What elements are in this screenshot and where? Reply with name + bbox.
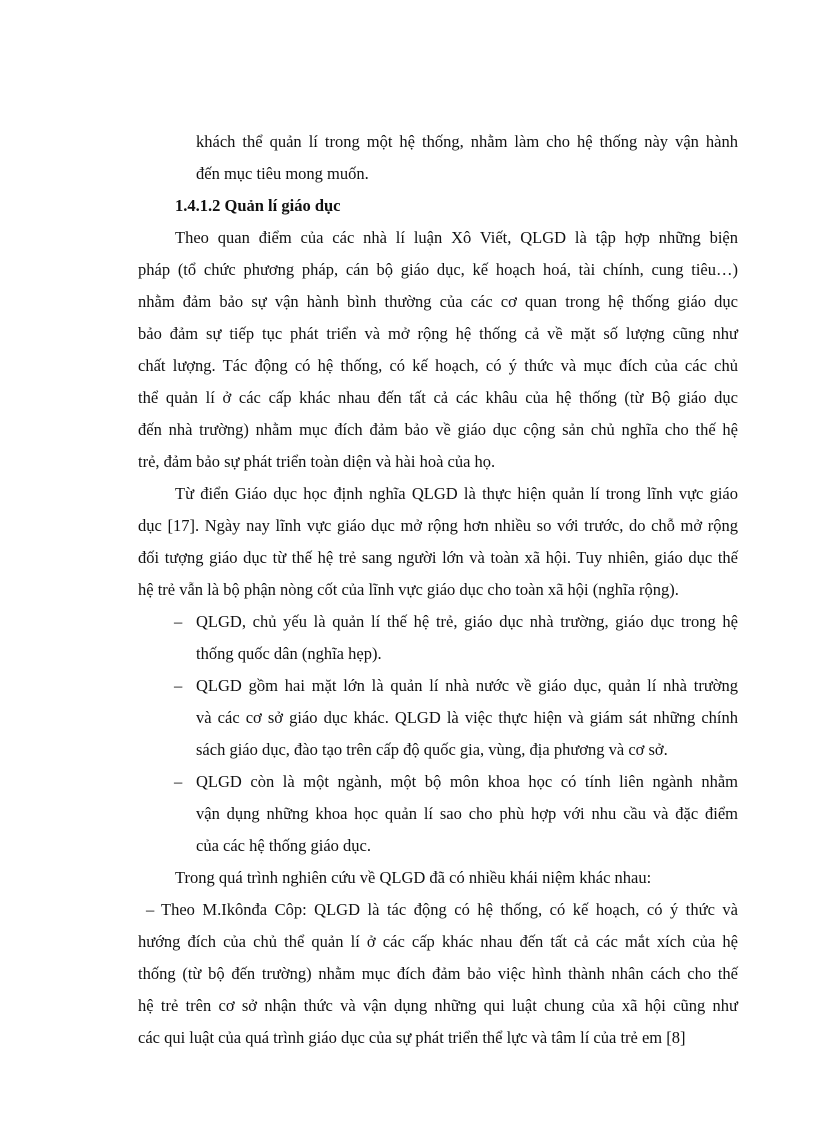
bullet-dash: –	[174, 676, 183, 695]
text-line: hệ trẻ vẫn là bộ phận nòng cốt của lĩnh vực giáo dục cho toàn xã hội (nghĩa rộng).	[138, 580, 679, 599]
text-line: bảo đảm sự tiếp tục phát triển và mở rộng hệ thống cả về mặt số lượng cũng như	[138, 324, 738, 343]
text-line: trẻ, đảm bảo sự phát triển toàn diện và hài hoà của họ.	[138, 452, 496, 471]
text-line: dục [17]. Ngày nay lĩnh vực giáo dục mở rộng hơn nhiều so với trước, do chỗ mở rộng	[138, 516, 738, 535]
text-line: chất lượng. Tác động có hệ thống, có kế hoạch, có ý thức và mục đích của các chủ	[138, 356, 738, 375]
section-heading: 1.4.1.2 Quản lí giáo dục	[175, 196, 341, 215]
text-line: các qui luật của quá trình giáo dục của sự phát triển thể lực và tâm lí của trẻ em [8]	[138, 1028, 686, 1047]
text-line: Trong quá trình nghiên cứu về QLGD đã có nhiều khái niệm khác nhau:	[175, 868, 652, 887]
text-line: đến nhà trường) nhằm mục đích đảm bảo về giáo dục cộng sản chủ nghĩa cho thế hệ	[138, 420, 738, 439]
list-item-text: vận dụng những khoa học quản lí sao cho phù hợp với nhu cầu và đặc điểm	[196, 804, 738, 823]
list-item-text: QLGD gồm hai mặt lớn là quản lí nhà nước về giáo dục, quản lí nhà trường	[196, 676, 738, 695]
text-line: pháp (tổ chức phương pháp, cán bộ giáo dục, kế hoạch hoá, tài chính, cung tiêu…)	[138, 260, 738, 279]
text-line: đến mục tiêu mong muốn.	[196, 164, 369, 183]
text-line: thể quản lí ở các cấp khác nhau đến tất cả các khâu của hệ thống (từ Bộ giáo dục	[138, 388, 738, 407]
list-item-text: và các cơ sở giáo dục khác. QLGD là việc thực hiện và giám sát những chính	[196, 708, 738, 727]
bullet-dash: –	[146, 900, 155, 919]
text-line: Từ điển Giáo dục học định nghĩa QLGD là thực hiện quản lí trong lĩnh vực giáo	[175, 484, 738, 503]
text-line: hướng đích của chủ thể quản lí ở các cấp khác nhau đến tất cả các mắt xích của hệ	[138, 932, 738, 951]
text-line: nhằm đảm bảo sự vận hành bình thường của các cơ quan trong hệ thống giáo dục	[138, 292, 738, 311]
text-line: đối tượng giáo dục từ thế hệ trẻ sang người lớn và toàn xã hội. Tuy nhiên, giáo dục thế	[138, 548, 738, 567]
list-item-text: QLGD, chủ yếu là quản lí thế hệ trẻ, giáo dục nhà trường, giáo dục trong hệ	[196, 612, 738, 631]
bullet-dash: –	[174, 772, 183, 791]
list-item-text: sách giáo dục, đào tạo trên cấp độ quốc gia, vùng, địa phương và cơ sở.	[196, 740, 668, 759]
text-line: Theo quan điểm của các nhà lí luận Xô Viết, QLGD là tập hợp những biện	[175, 228, 738, 247]
text-line: khách thể quản lí trong một hệ thống, nhằm làm cho hệ thống này vận hành	[196, 132, 738, 151]
bullet-dash: –	[174, 612, 183, 631]
list-item-text: thống quốc dân (nghĩa hẹp).	[196, 644, 382, 663]
text-line: thống (từ bộ đến trường) nhằm mục đích đảm bảo việc hình thành nhân cách cho thế	[138, 964, 738, 983]
list-item-text: Theo M.Ikônđa Côp: QLGD là tác động có hệ thống, có kế hoạch, có ý thức và	[161, 900, 738, 919]
text-line: hệ trẻ trên cơ sở nhận thức và vận dụng những qui luật chung của xã hội cũng như	[138, 996, 738, 1015]
list-item-text: của các hệ thống giáo dục.	[196, 836, 372, 855]
list-item-text: QLGD còn là một ngành, một bộ môn khoa học có tính liên ngành nhằm	[196, 772, 738, 791]
